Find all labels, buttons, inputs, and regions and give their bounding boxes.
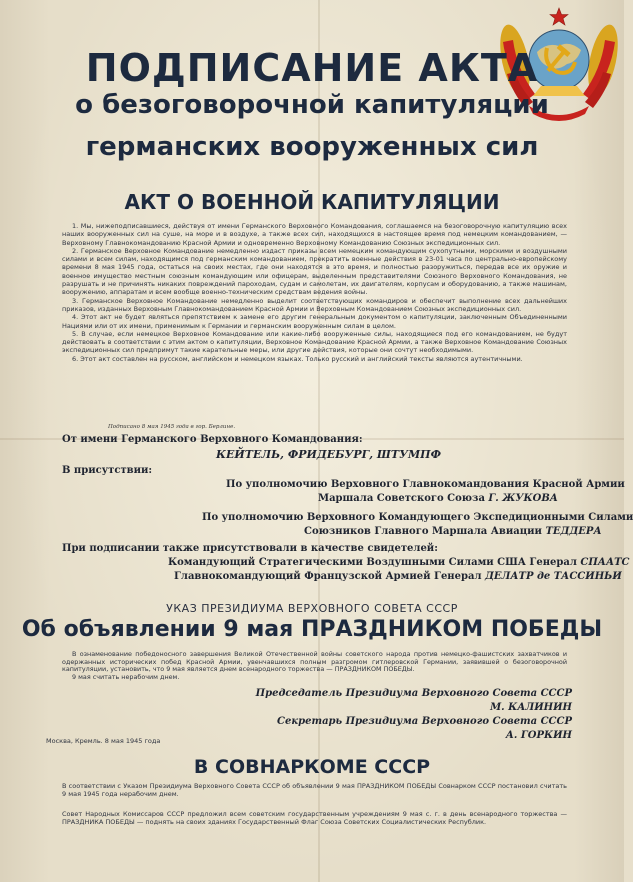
witness-2-title: Главнокомандующий Французской Армией Генерал — [174, 571, 482, 582]
allied-signer-rank: Союзников Главного Маршала Авиации — [304, 526, 542, 537]
decree-paragraph-2: 9 мая считать нерабочим днем. — [72, 672, 180, 681]
chair-title: Председатель Президиума Верховного Совета СССР — [255, 688, 572, 699]
act-paragraph-3: 3. Германское Верховное Командование немедленно выделит соответствующих командиров и обеспечит выполнение всех дальнейших приказов, изданных Верховным Главнокомандованием Красной Армии и Верховным Командованием Союзных экспедиционных сил. — [62, 296, 567, 313]
secretary-name: А. ГОРКИН — [505, 730, 572, 741]
decree-title-prefix: Об объявлении 9 мая — [21, 617, 294, 642]
title-line-2: о безоговорочной капитуляции — [75, 90, 549, 120]
soviet-authority-line: По уполномочию Верховного Главнокомандования Красной Армии — [226, 479, 625, 490]
act-signed-line: Подписано 8 мая 1945 года в гор. Берлине. — [108, 424, 236, 430]
witness-2 — [174, 571, 622, 582]
act-paragraph-6: 6. Этот акт составлен на русском, английском и немецком языках. Только русский и английский тексты являются аутентичными. — [72, 354, 523, 363]
witness-label: При подписании также присутствовали в качестве свидетелей: — [62, 543, 438, 554]
decree-text — [62, 651, 567, 681]
act-paragraph-2: 2. Германское Верховное Командование немедленно издаст приказы всем немецким командующим сухопутными, морскими и воздушными силами и всем силам, находящимся под германским командованием, прекратить военные действия в 23-01 часа по центрально-европейскому времени 8 мая 1945 года, остаться на своих местах, где они находятся в это время, и полностью разоружиться, передав все их оружие и военное имущество местным союзным командующим или офицерам, выделенным представителями Союзного Верховного Командования, не разрушать и не причинять никаких повреждений пароходам, судам и самолетам, их двигателям, корпусам и оборудованию, а также машинам, вооружению, аппаратам и всем вообще военно-техническим средствам ведения войны. — [62, 246, 567, 297]
witness-1-title: Командующий Стратегическими Воздушными Силами США Генерал — [168, 557, 577, 568]
soviet-signer — [318, 493, 558, 504]
chair-name: М. КАЛИНИН — [490, 702, 572, 713]
witness-1 — [168, 557, 630, 568]
decree-title — [0, 617, 624, 642]
witness-2-name: ДЕЛАТР де ТАССИНЬИ — [485, 571, 622, 582]
act-paragraphs — [62, 222, 567, 363]
act-paragraph-4: 4. Этот акт не будет являться препятствием к замене его другим генеральным документом о капитуляции, заключенным Объединенными Нациями или от их имени, применимым к Германии и германским вооруженным силам в целом. — [62, 313, 567, 330]
act-paragraph-5: 5. В случае, если немецкое Верховное Командование или какие-либо вооруженные силы, находящиеся под его командованием, не будут действовать в соответствии с этим актом о капитуляции, Верховное Командование Красной Армии, а также Верховное Командование Союзных экспедиционных сил предпримут такие карательные меры, или другие действия, которые они сочтут необходимыми. — [62, 329, 567, 355]
title-line-1: ПОДПИСАНИЕ АКТА — [85, 46, 539, 90]
decree-place-date: Москва, Кремль. 8 мая 1945 года — [46, 737, 161, 745]
allied-signer — [304, 526, 602, 537]
decree-title-bold: ПРАЗДНИКОМ ПОБЕДЫ — [300, 617, 603, 642]
secretary-title: Секретарь Президиума Верховного Совета СССР — [277, 716, 572, 727]
act-subtitle: АКТ О ВОЕННОЙ КАПИТУЛЯЦИИ — [124, 190, 500, 214]
act-paragraph-1: 1. Мы, нижеподписавшиеся, действуя от имени Германского Верховного Командования, соглашаемся на безоговорочную капитуляцию всех наших вооруженных сил на суше, на море и в воздухе, а также всех сил, находящихся в настоящее время под немецким командованием, — Верховному Главнокомандованию Красной Армии и одновременно Верховному Командованию Союзных экспедиционных сил. — [62, 222, 567, 247]
sovnarkom-paragraph-1: В соответствии с Указом Президиума Верховного Совета СССР об объявлении 9 мая ПРАЗДНИКОМ ПОБЕДЫ Совнарком СССР постановил считать 9 мая 1945 года нерабочим днем. — [62, 782, 567, 799]
allied-authority-line: По уполномочию Верховного Командующего Экспедиционными Силами — [202, 512, 633, 523]
soviet-signer-rank: Маршала Советского Союза — [318, 493, 485, 504]
german-label: От имени Германского Верховного Командования: — [62, 434, 363, 445]
presence-label: В присутствии: — [62, 465, 153, 476]
title-line-3: германских вооруженных сил — [85, 132, 539, 162]
witness-1-name: СПААТС — [580, 557, 630, 568]
soviet-signer-name: Г. ЖУКОВА — [488, 493, 558, 504]
decree-paragraph-1: В ознаменование победоносного завершения Великой Отечественной войны советского народа против немецко-фашистских захватчиков и одержанных исторических побед Красной Армии, увенчавшихся полным разгромом гитлеровской Германии, заявившей о безоговорочной капитуляции, установить, что 9 мая является днем всенародного торжества — ПРАЗДНИКОМ ПОБЕДЫ. — [62, 650, 567, 674]
sovnarkom-paragraph-2: Совет Народных Комиссаров СССР предложил всем советским государственным учреждениям 9 мая с. г. в день всенародного торжества — ПРАЗДНИКА ПОБЕДЫ — поднять на своих зданиях Государственный Флаг Союза Советских Социалистических Республик. — [62, 810, 567, 827]
decree-header: УКАЗ ПРЕЗИДИУМА ВЕРХОВНОГО СОВЕТА СССР — [166, 602, 458, 615]
german-names: КЕЙТЕЛЬ, ФРИДЕБУРГ, ШТУМПФ — [216, 448, 442, 461]
sovnarkom-title: В СОВНАРКОМЕ СССР — [193, 756, 431, 778]
allied-signer-name: ТЕДДЕРА — [545, 526, 602, 537]
